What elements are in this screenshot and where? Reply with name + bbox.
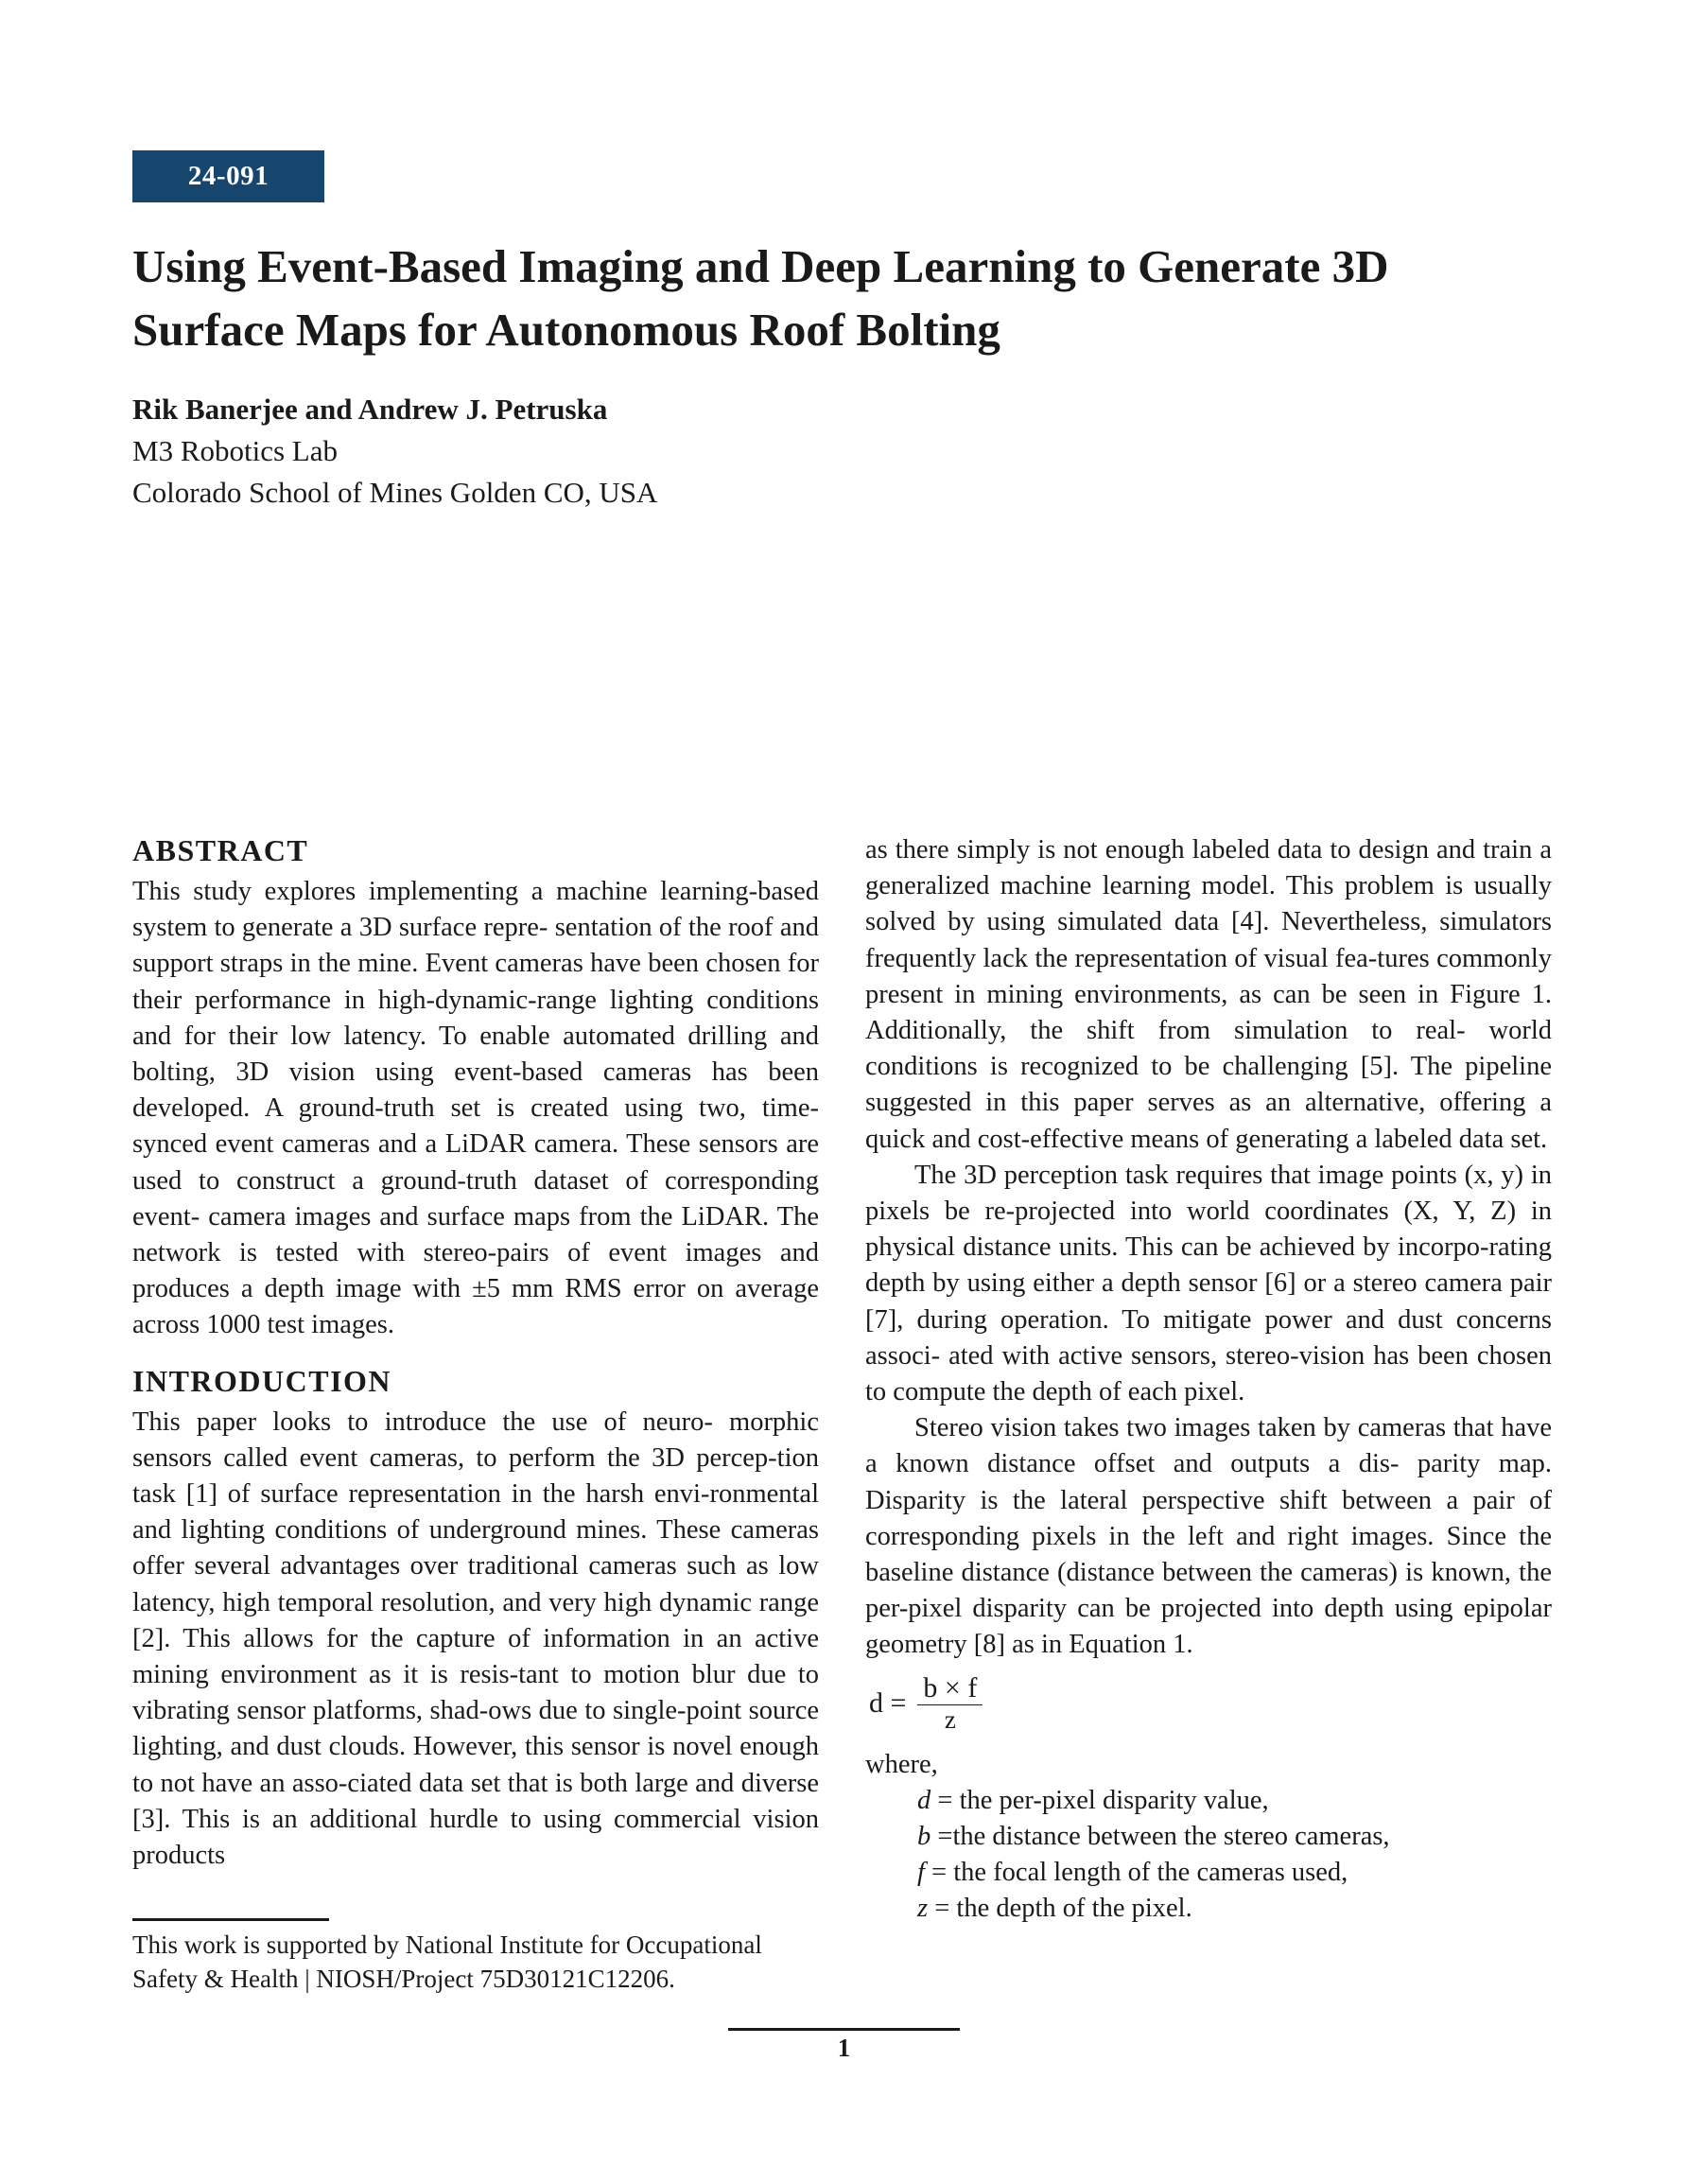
lab-name: M3 Robotics Lab <box>132 434 338 467</box>
disparity-equation <box>869 1669 1552 1738</box>
page-number: 1 <box>837 2034 851 2062</box>
abstract-text: This study explores implementing a machine learning-based system to generate a 3D surface repre- sentation of the roof and support straps in the mine. Event cameras have been chosen for their performance in high-dynamic-range lighting conditions and for their low latency. To enable automated drilling and bolting, 3D vision using event-based cameras has been developed. A ground-truth set is created using two, time-synced event cameras and a LiDAR camera. These sensors are used to construct a ground-truth dataset of corresponding event- camera images and surface maps from the LiDAR. The network is tested with stereo-pairs of event images and produces a depth image with ±5 mm RMS error on average across 1000 test images. <box>132 877 819 1340</box>
definition-item: z = the depth of the pixel. <box>917 1894 1192 1924</box>
variable-definitions <box>865 1783 1552 1928</box>
equation-numerator: b × f <box>917 1672 983 1705</box>
intro-paragraph-1: This paper looks to introduce the use of neuro- morphic sensors called event cameras, to perform the 3D percep-tion task [1] of surface representation in the harsh envi-ronmental and lighting conditions of underground mines. These cameras offer several advantages over traditional cameras such as low latency, high temporal resolution, and very high dynamic range [2]. This allows for the capture of information in an active mining environment as it is resis-tant to motion blur due to vibrating sensor platforms, shad-ows due to single-point source lighting, and dust clouds. However, this sensor is novel enough to not have an asso-ciated data set that is both large and diverse [3]. This is an additional hurdle to using commercial vision products <box>132 1406 819 1871</box>
definition-item: b =the distance between the stereo cameras, <box>917 1822 1390 1852</box>
intro-paragraph-1-continued: as there simply is not enough labeled data to design and train a generalized machine learning model. This problem is usually solved by using simulated data [4]. Nevertheless, simulators frequently lack the representation of visual fea-tures commonly present in mining environments, as can be seen in Figure 1. Additionally, the shift from simulation to real- world conditions is recognized to be challenging [5]. The pipeline suggested in this paper serves as an alternative, offering a quick and cost-effective means of generating a labeled data set. <box>865 835 1552 1154</box>
equation-fraction <box>917 1672 983 1734</box>
definition-item: d = the per-pixel disparity value, <box>917 1785 1269 1815</box>
intro-paragraph-2: The 3D perception task requires that image points (x, y) in pixels be re-projected into world coordinates (X, Y, Z) in physical distance units. This can be achieved by incorpo-rating depth by using either a depth sensor [6] or a stereo camera pair [7], during operation. To mitigate power and dust concerns associ- ated with active sensors, stereo-vision has been chosen to compute the depth of each pixel. <box>865 1160 1552 1407</box>
equation-denominator: z <box>944 1705 956 1735</box>
where-label: where, <box>865 1749 938 1779</box>
affiliation: Colorado School of Mines Golden CO, USA <box>132 476 658 509</box>
introduction-heading: INTRODUCTION <box>132 1363 392 1398</box>
intro-paragraph-3: Stereo vision takes two images taken by cameras that have a known distance offset and outputs a dis- parity map. Disparity is the lateral perspective shift between a pair of corresponding pixels in the left and right images. Since the baseline distance (distance between the cameras) is known, the per-pixel disparity can be projected into depth using epipolar geometry [8] as in Equation 1. <box>865 1413 1552 1660</box>
abstract-heading: ABSTRACT <box>132 833 309 867</box>
paper-title: Using Event-Based Imaging and Deep Learning to Generate 3D Surface Maps for Autonomous Roof Bolting <box>132 240 1389 356</box>
definition-item: f = the focal length of the cameras used, <box>917 1858 1348 1888</box>
equation-lhs: d = <box>869 1686 907 1719</box>
footnote-divider <box>132 1918 329 1921</box>
funding-footnote: This work is supported by National Institute for Occupational Safety & Health | NIOSH/Project 75D30121C12206. <box>132 1931 762 1993</box>
paper-id-badge: 24-091 <box>132 150 324 202</box>
page-number-divider <box>728 2028 960 2031</box>
left-column <box>132 832 819 1874</box>
author-block <box>132 389 657 514</box>
right-column <box>865 832 1552 1928</box>
author-names: Rik Banerjee and Andrew J. Petruska <box>132 393 608 426</box>
